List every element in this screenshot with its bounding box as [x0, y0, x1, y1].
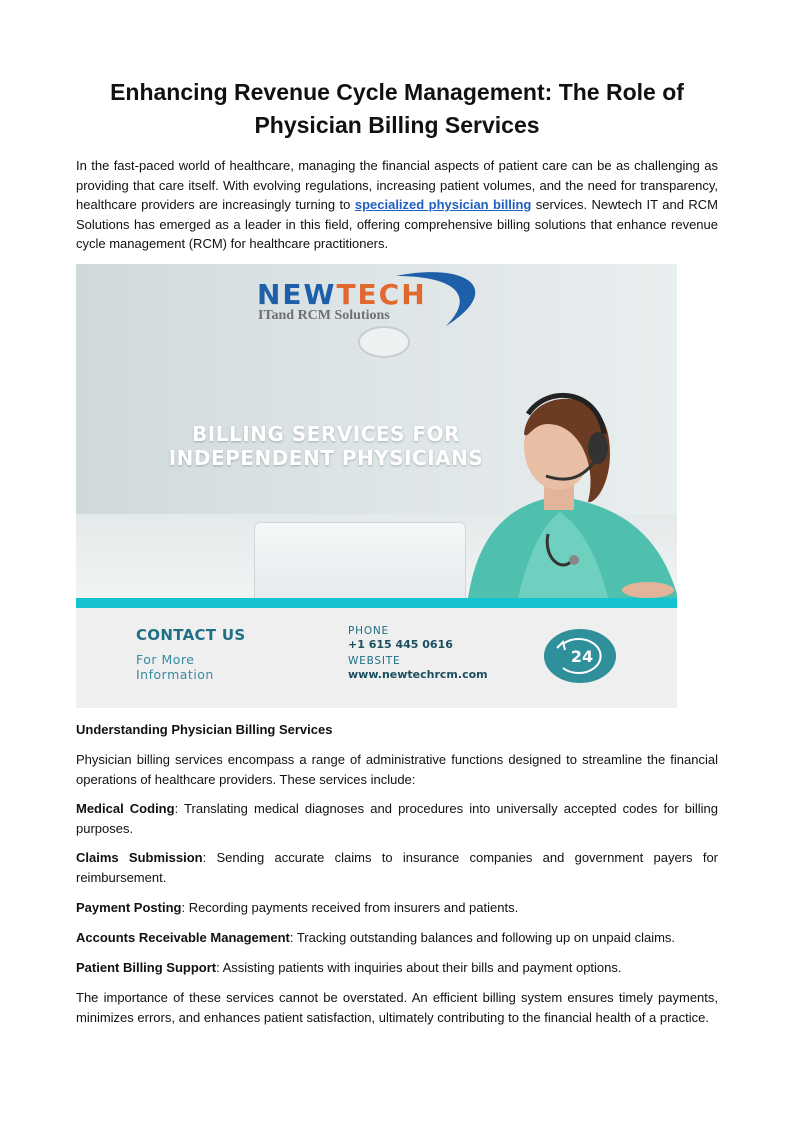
item-desc: : Translating medical diagnoses and procedures into universally accepted codes for billing purposes. — [76, 801, 718, 836]
badge-text: 24 — [570, 647, 594, 666]
website-label: WEBSITE — [348, 655, 401, 667]
item-desc: : Sending accurate claims to insurance companies and government payers for reimbursement. — [76, 850, 718, 885]
item-desc: : Tracking outstanding balances and following up on unpaid claims. — [289, 930, 676, 945]
list-item — [76, 958, 718, 978]
section-lead: Physician billing services encompass a range of administrative functions designed to streamline the financial operations of healthcare providers. These services include: — [76, 752, 718, 787]
item-desc: : Recording payments received from insurers and patients. — [181, 900, 519, 915]
banner-stripe — [76, 598, 677, 608]
phone-label: PHONE — [348, 625, 389, 637]
closing-paragraph: The importance of these services cannot be overstated. An efficient billing system ensures timely payments, minimizes errors, and enhances patient satisfaction, ultimately contributing to the financial health of a practice. — [76, 990, 718, 1025]
website-value: www.newtechrcm.com — [348, 668, 488, 681]
logo-new: NEW — [257, 278, 337, 311]
24-hours-badge-icon — [543, 628, 617, 684]
banner-headline — [116, 422, 536, 470]
intro-paragraph — [76, 156, 718, 254]
list-item — [76, 928, 718, 948]
item-term: Accounts Receivable Management — [76, 930, 290, 945]
laptop-image — [254, 522, 466, 602]
item-term: Payment Posting — [76, 900, 182, 915]
list-item — [76, 799, 718, 838]
intro-text-2: services. Newtech IT and RCM Solutions has emerged as a leader in this field, offering comprehensive billing solutions that enhance revenue cycle management (RCM) for healthcare practitioners. — [76, 197, 719, 251]
page-title: Enhancing Revenue Cycle Management: The Role of Physician Billing Services — [110, 79, 684, 138]
headline-line-1: BILLING SERVICES FOR — [192, 422, 460, 446]
section-heading: Understanding Physician Billing Services — [76, 722, 333, 737]
item-term: Medical Coding — [76, 801, 175, 816]
intro-text-1: In the fast-paced world of healthcare, managing the financial aspects of patient care can be as challenging as providing that care itself. With evolving regulations, increasing patient volumes, and the need for transparency, healthcare providers are increasingly turning to — [76, 158, 718, 212]
item-term: Claims Submission — [76, 850, 203, 865]
logo-tagline: ITand RCM Solutions — [258, 308, 390, 323]
contact-subtitle: For More Information — [136, 652, 214, 682]
phone-value: +1 615 445 0616 — [348, 638, 453, 651]
headline-line-2: INDEPENDENT PHYSICIANS — [168, 446, 484, 470]
specialized-billing-link[interactable]: specialized physician billing — [354, 197, 532, 212]
item-term: Patient Billing Support — [76, 960, 217, 975]
billing-services-banner — [76, 264, 677, 708]
item-desc: : Assisting patients with inquiries about their bills and payment options. — [216, 960, 622, 975]
nurse-with-headset-image — [448, 384, 677, 598]
logo-tech: TECH — [336, 278, 427, 311]
newtech-logo — [257, 278, 427, 311]
list-item — [76, 848, 718, 887]
contact-us-title: CONTACT US — [136, 626, 246, 644]
list-item — [76, 898, 718, 918]
